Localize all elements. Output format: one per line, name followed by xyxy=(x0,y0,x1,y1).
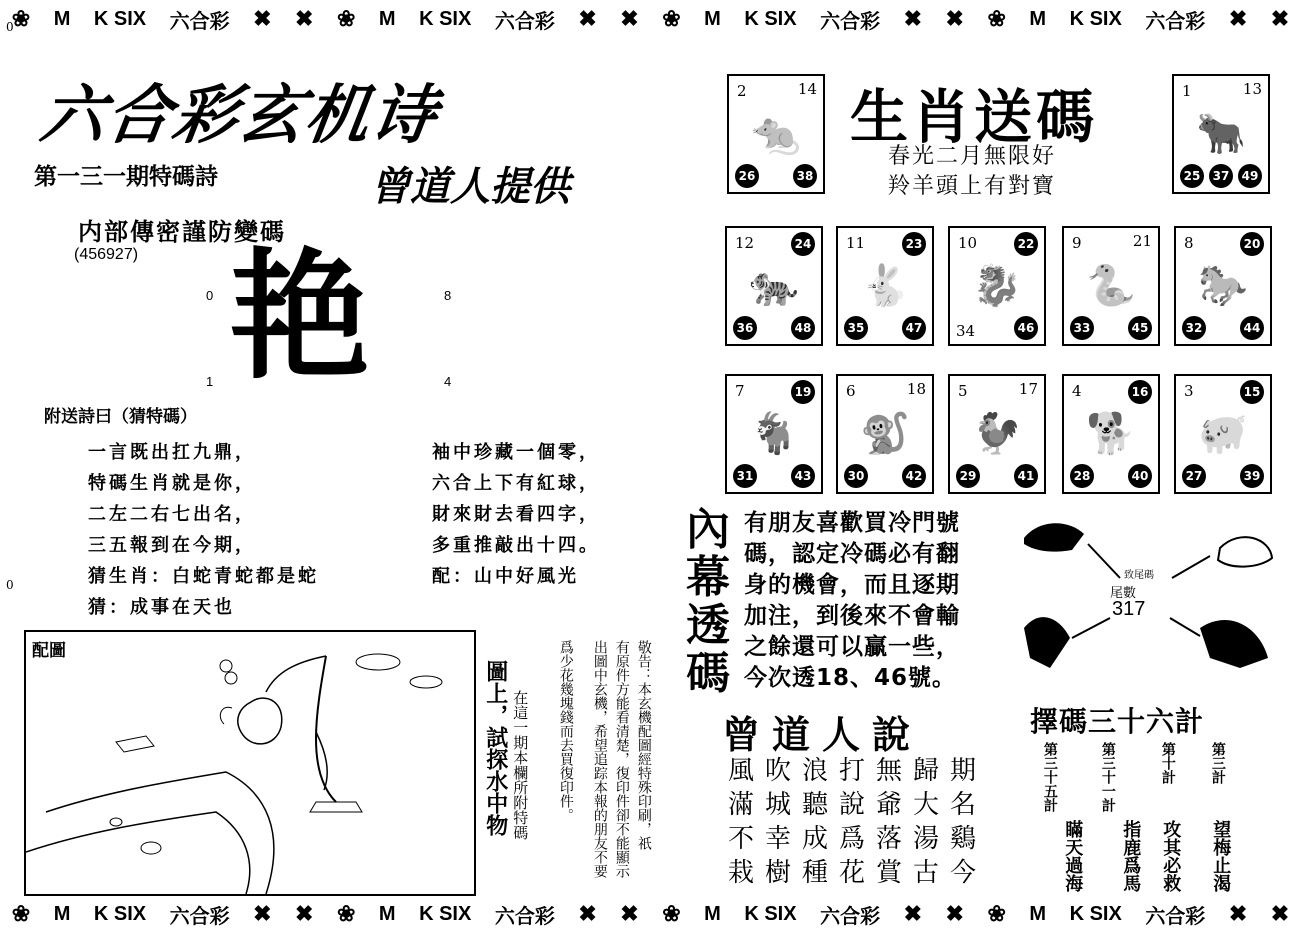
number-label: 14 xyxy=(797,80,817,98)
zodiac-title: 生肖送碼 xyxy=(850,83,1099,151)
cross-icon: ✖ xyxy=(253,6,272,31)
saying-line: 栽樹種花賞古今 xyxy=(728,858,988,888)
banner-text: M xyxy=(704,902,721,925)
number-label: 10 xyxy=(958,234,978,252)
pig-card xyxy=(1174,374,1272,494)
poem-line: 六合上下有紅球， xyxy=(432,473,600,494)
poem-line: 猜生肖：白蛇青蛇都是蛇 xyxy=(88,566,319,587)
flower-icon: ❀ xyxy=(987,6,1006,31)
flower-icon: ❀ xyxy=(336,901,356,926)
page-title: 六合彩玄机诗 xyxy=(35,79,443,153)
rabbit-silhouette xyxy=(1218,537,1272,566)
number-ball: 46 xyxy=(1014,316,1038,340)
cross-icon: ✖ xyxy=(903,6,923,31)
dog-icon: 🐕 xyxy=(1086,411,1136,457)
banner-text: 六合彩 xyxy=(169,905,230,928)
number-label: 8 xyxy=(1184,234,1194,252)
banner-text: M xyxy=(378,902,396,925)
number-ball: 43 xyxy=(791,464,815,488)
banner-text: 六合彩 xyxy=(820,10,881,33)
zodiac-couplet xyxy=(888,142,1056,202)
number-ball: 29 xyxy=(956,464,980,488)
number-ball: 25 xyxy=(1180,164,1204,188)
number-ball: 24 xyxy=(791,232,815,256)
goat-card xyxy=(725,374,823,494)
number-ball: 48 xyxy=(791,316,815,340)
horse-card xyxy=(1174,226,1272,346)
number-ball: 40 xyxy=(1128,464,1152,488)
inside-title-char: 幕 xyxy=(686,552,730,603)
flower-icon: ❀ xyxy=(987,901,1006,926)
number-label: 18 xyxy=(906,380,926,398)
number-ball: 35 xyxy=(844,316,868,340)
number-label: 12 xyxy=(735,234,755,252)
number-label: 11 xyxy=(846,234,866,252)
banner-text: M xyxy=(378,7,396,30)
margin-mark: 0 xyxy=(6,578,14,592)
strategy-head: 第三十五計 xyxy=(1041,742,1058,812)
number-label: 21 xyxy=(1132,232,1152,250)
saying-line: 風吹浪打無歸期 xyxy=(728,756,988,786)
banner-text: K SIX xyxy=(1069,7,1122,30)
banner-text: K SIX xyxy=(744,902,797,925)
number-label: 3 xyxy=(1184,382,1194,400)
saying-line: 滿城聽說爺大名 xyxy=(728,790,988,820)
dog-silhouette xyxy=(1200,620,1268,668)
tiger-card xyxy=(725,226,823,346)
banner-text: K SIX xyxy=(93,7,147,30)
rabbit-icon: 🐇 xyxy=(860,263,910,309)
cross-icon: ✖ xyxy=(295,6,314,31)
number-ball: 23 xyxy=(902,232,926,256)
banner-text: M xyxy=(1029,902,1047,925)
poem-left xyxy=(88,438,319,624)
flower-icon: ❀ xyxy=(662,901,681,926)
strategy-body: 指鹿爲馬 xyxy=(1120,820,1142,892)
number-ball: 41 xyxy=(1014,464,1038,488)
issue-label: 第一三一期特碼詩 xyxy=(34,164,218,190)
cross-icon: ✖ xyxy=(1270,6,1290,31)
banner-text: 六合彩 xyxy=(820,905,881,928)
cross-icon: ✖ xyxy=(1270,901,1290,926)
poem-heading: 附送詩曰（猜特碼） xyxy=(44,407,197,427)
margin-mark: 0 xyxy=(6,20,14,34)
tail-small-label: 致尾碼 xyxy=(1124,570,1154,581)
monkey-illustration xyxy=(26,632,474,894)
rat-silhouette xyxy=(1024,523,1084,551)
banner-text: K SIX xyxy=(744,7,797,30)
number-ball: 38 xyxy=(793,164,817,188)
rooster-card xyxy=(948,374,1046,494)
strategy-head: 第十計 xyxy=(1159,742,1176,784)
couplet-line: 春光二月無限好 xyxy=(888,144,1057,169)
inside-title-char: 碼 xyxy=(686,648,730,699)
poem-line: 財來財去看四字， xyxy=(432,504,600,525)
banner-text: K SIX xyxy=(93,902,147,925)
poem-line: 特碼生肖就是你， xyxy=(88,473,256,494)
saying-title: 曾道人說 xyxy=(722,713,923,757)
corner-tr: 8 xyxy=(444,288,452,303)
dragon-card xyxy=(948,226,1046,346)
number-ball: 31 xyxy=(733,464,757,488)
top-banner xyxy=(0,2,1301,36)
number-ball: 19 xyxy=(791,380,815,404)
number-ball: 26 xyxy=(735,164,759,188)
number-ball: 36 xyxy=(733,316,757,340)
banner-text: 六合彩 xyxy=(1145,905,1206,928)
notice-col-3: 出圖中玄機，希望追踪本報的朋友不要 xyxy=(591,640,608,878)
inside-line: 今次透18、46號。 xyxy=(744,665,957,691)
poem-line: 配：山中好風光 xyxy=(432,566,579,587)
rooster-icon: 🐓 xyxy=(972,411,1022,457)
poem-right xyxy=(432,438,600,593)
number-label: 4 xyxy=(1072,382,1082,400)
strategies-cols xyxy=(1040,742,1240,892)
bottom-banner xyxy=(0,897,1301,931)
monkey-icon: 🐒 xyxy=(860,411,910,457)
number-ball: 44 xyxy=(1240,316,1264,340)
number-label: 13 xyxy=(1242,80,1262,98)
caption-col-2: 圖上，試探水中物 xyxy=(482,660,509,836)
banner-text: 六合彩 xyxy=(494,10,555,33)
rabbit-card xyxy=(836,226,934,346)
banner-text: M xyxy=(1029,7,1047,30)
banner-text: K SIX xyxy=(419,7,472,30)
flower-icon: ❀ xyxy=(11,6,31,31)
pig-icon: 🐖 xyxy=(1198,411,1248,457)
cross-icon: ✖ xyxy=(620,901,639,926)
number-ball: 45 xyxy=(1128,316,1152,340)
couplet-line: 羚羊頭上有對寶 xyxy=(888,174,1057,199)
banner-text: M xyxy=(704,7,721,30)
inside-title-char: 透 xyxy=(686,600,730,651)
dragon-icon: 🐉 xyxy=(972,263,1022,309)
notice-col-4: 爲少花幾塊錢而去買復印件。 xyxy=(557,640,574,822)
inside-line: 加注，到後來不會輸 xyxy=(744,603,960,629)
banner-text: K SIX xyxy=(1069,902,1122,925)
number-label: 9 xyxy=(1072,234,1082,252)
number-label: 17 xyxy=(1018,380,1038,398)
notice-col-1: 敬告：本玄機配圖經特殊印刷，祇 xyxy=(635,640,652,850)
number-ball: 28 xyxy=(1070,464,1094,488)
poem-line: 袖中珍藏一個零， xyxy=(432,442,600,463)
inside-line: 身的機會，而且逐期 xyxy=(744,572,960,598)
snake-icon: 🐍 xyxy=(1086,263,1136,309)
number-ball: 33 xyxy=(1070,316,1094,340)
tail-value: 317 xyxy=(1112,598,1146,620)
cross-icon: ✖ xyxy=(1228,6,1248,31)
flower-icon: ❀ xyxy=(662,6,681,31)
number-label: 6 xyxy=(846,382,856,400)
corner-br: 4 xyxy=(444,374,452,389)
number-label: 1 xyxy=(1182,82,1192,100)
notice-col-2: 有原件方能看清楚，復印件卻不能顯示 xyxy=(613,640,630,878)
ox-icon: 🐂 xyxy=(1196,111,1246,157)
inside-title-char: 內 xyxy=(686,504,730,555)
rat-card xyxy=(727,74,825,194)
number-label: 34 xyxy=(956,322,976,340)
banner-text: M xyxy=(53,902,71,925)
corner-bl: 1 xyxy=(206,374,214,389)
cross-icon: ✖ xyxy=(1228,901,1248,926)
poem-line: 多重推敲出十四。 xyxy=(432,535,600,556)
number-ball: 37 xyxy=(1209,164,1233,188)
strategy-body: 攻其必救 xyxy=(1160,820,1182,892)
poem-line: 二左二右七出名， xyxy=(88,504,256,525)
inner-code: (456927) xyxy=(74,246,139,263)
saying-body xyxy=(728,754,987,890)
number-label: 5 xyxy=(958,382,968,400)
number-ball: 27 xyxy=(1182,464,1206,488)
number-label: 7 xyxy=(735,382,745,400)
figure-box xyxy=(24,630,476,896)
number-ball: 47 xyxy=(902,316,926,340)
banner-text: 六合彩 xyxy=(494,905,555,928)
flower-icon: ❀ xyxy=(336,6,356,31)
rat-icon: 🐀 xyxy=(751,111,801,157)
cross-icon: ✖ xyxy=(620,6,639,31)
strategy-head: 第三計 xyxy=(1209,742,1226,784)
big-character: 艳 xyxy=(230,236,371,399)
number-ball: 30 xyxy=(844,464,868,488)
cross-icon: ✖ xyxy=(295,901,314,926)
flower-icon: ❀ xyxy=(11,901,31,926)
cross-icon: ✖ xyxy=(903,901,923,926)
tail-label: 尾數 xyxy=(1110,586,1137,601)
number-ball: 49 xyxy=(1238,164,1262,188)
banner-text: 六合彩 xyxy=(1145,10,1206,33)
number-ball: 15 xyxy=(1240,380,1264,404)
inside-title xyxy=(684,506,732,698)
caption-col-1: 在這一期本欄所附特碼 xyxy=(511,690,530,840)
number-ball: 16 xyxy=(1128,380,1152,404)
poem-line: 三五報到在今期， xyxy=(88,535,256,556)
cross-icon: ✖ xyxy=(578,901,597,926)
goat-icon: 🐐 xyxy=(749,411,799,457)
provider-label: 曾道人提供 xyxy=(370,164,570,210)
number-ball: 42 xyxy=(902,464,926,488)
saying-line: 不幸成爲落湯鷄 xyxy=(728,824,988,854)
snake-card xyxy=(1062,226,1160,346)
number-label: 2 xyxy=(737,82,747,100)
strategies-title: 擇碼三十六計 xyxy=(1030,705,1205,738)
inside-line: 碼，認定冷碼必有翻 xyxy=(744,541,960,567)
number-ball: 22 xyxy=(1014,232,1038,256)
strategy-head: 第三十一計 xyxy=(1099,742,1116,812)
cross-icon: ✖ xyxy=(945,901,964,926)
poem-line: 一言既出扛九鼎， xyxy=(88,442,256,463)
corner-tl: 0 xyxy=(206,288,214,303)
inside-line: 之餘還可以贏一些， xyxy=(744,634,960,660)
horse-icon: 🐎 xyxy=(1198,263,1248,309)
monkey-card xyxy=(836,374,934,494)
banner-text: 六合彩 xyxy=(169,10,230,33)
cross-icon: ✖ xyxy=(253,901,272,926)
inner-code-label: 内部傳密謹防變碼 xyxy=(78,218,286,246)
dog-card xyxy=(1062,374,1160,494)
strategy-body: 望梅止渴 xyxy=(1210,820,1232,892)
inside-text xyxy=(744,508,960,694)
tiger-icon: 🐅 xyxy=(749,263,799,309)
tail-diagram xyxy=(1010,508,1290,688)
number-ball: 39 xyxy=(1240,464,1264,488)
cross-icon: ✖ xyxy=(578,6,597,31)
number-ball: 32 xyxy=(1182,316,1206,340)
cat-silhouette xyxy=(1024,617,1070,668)
strategy-body: 瞞天過海 xyxy=(1062,820,1084,892)
banner-text: K SIX xyxy=(419,902,472,925)
ox-card xyxy=(1172,74,1270,194)
poem-line: 猜：成事在天也 xyxy=(88,597,235,618)
figure-label: 配圖 xyxy=(32,641,66,661)
inside-line: 有朋友喜歡買冷門號 xyxy=(744,510,960,536)
number-ball: 20 xyxy=(1240,232,1264,256)
banner-text: M xyxy=(53,7,71,30)
cross-icon: ✖ xyxy=(945,6,964,31)
